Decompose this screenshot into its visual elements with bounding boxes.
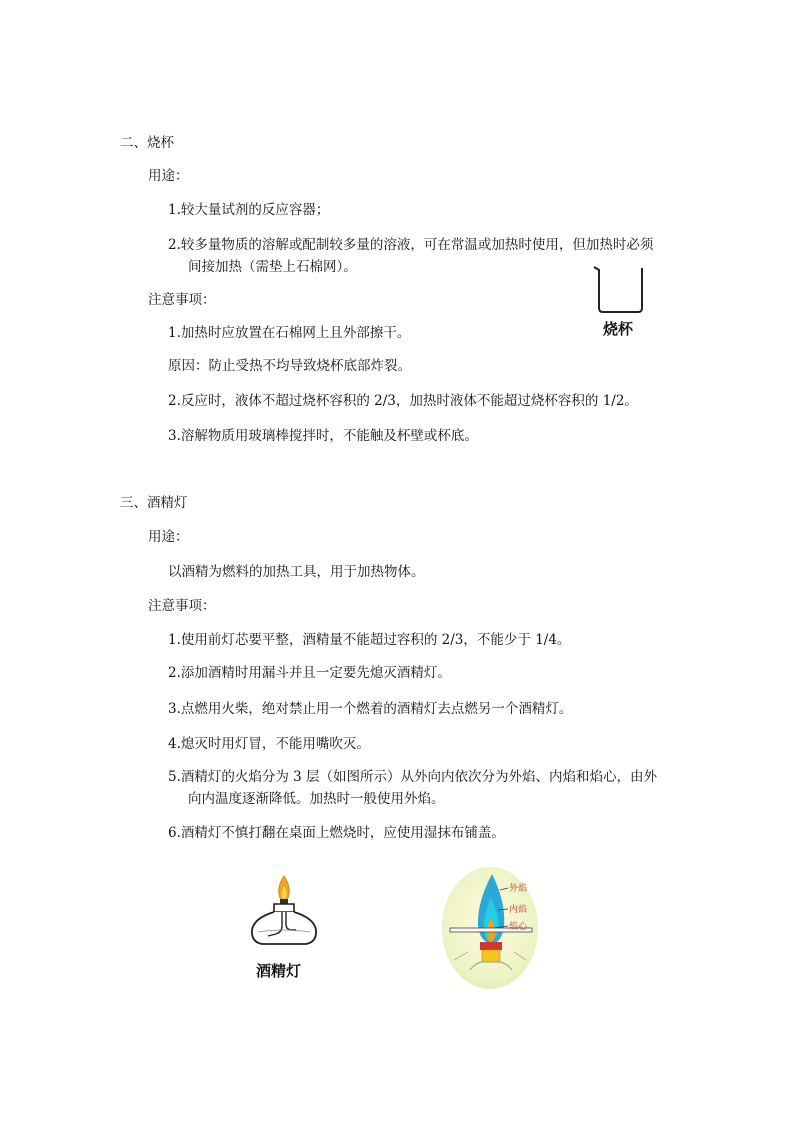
alcohol-lamp-label: 酒精灯 <box>256 962 302 980</box>
note-item: 3.点燃用火柴，绝对禁止用一个燃着的酒精灯去点燃另一个酒精灯。 <box>168 701 573 717</box>
section-heading-alcohol-lamp: 三、酒精灯 <box>120 495 188 511</box>
note-item: 2.反应时，液体不超过烧杯容积的 2/3，加热时液体不能超过烧杯容积的 1/2。 <box>168 393 638 409</box>
notes-label: 注意事项： <box>148 598 216 614</box>
note-item: 6.酒精灯不慎打翻在桌面上燃烧时，应使用湿抹布铺盖。 <box>168 825 505 841</box>
notes-label: 注意事项： <box>148 292 216 308</box>
flame-core-label: 焰心 <box>509 922 528 932</box>
usage-label: 用途： <box>148 168 189 184</box>
outer-flame-label: 外焰 <box>509 884 528 894</box>
note-item: 1.加热时应放置在石棉网上且外部擦干。 <box>168 325 411 341</box>
usage-item: 2.较多量物质的溶解或配制较多量的溶液，可在常温或加热时使用，但加热时必须 <box>168 237 654 253</box>
beaker-icon <box>592 264 648 316</box>
note-item-continued: 向内温度逐渐降低。加热时一般使用外焰。 <box>188 791 445 807</box>
note-item: 1.使用前灯芯要平整，酒精量不能超过容积的 2/3，不能少于 1/4。 <box>168 632 571 648</box>
alcohol-lamp-icon <box>240 870 332 950</box>
note-item: 4.熄灭时用灯冒，不能用嘴吹灭。 <box>168 736 370 752</box>
flame-layers-diagram <box>440 866 540 992</box>
inner-flame-label: 内焰 <box>509 905 528 915</box>
usage-label: 用途： <box>148 529 189 545</box>
note-reason: 原因：防止受热不均导致烧杯底部炸裂。 <box>168 358 411 374</box>
usage-item: 1.较大量试剂的反应容器； <box>168 202 330 218</box>
beaker-label: 烧杯 <box>603 320 634 338</box>
section-heading-beaker: 二、烧杯 <box>120 135 174 151</box>
note-item: 3.溶解物质用玻璃棒搅拌时，不能触及杯壁或杯底。 <box>168 428 478 444</box>
note-item: 5.酒精灯的火焰分为 3 层（如图所示）从外向内依次分为外焰、内焰和焰心，由外 <box>168 769 658 785</box>
usage-item: 以酒精为燃料的加热工具，用于加热物体。 <box>168 564 425 580</box>
note-item: 2.添加酒精时用漏斗并且一定要先熄灭酒精灯。 <box>168 665 451 681</box>
usage-item-continued: 间接加热（需垫上石棉网）。 <box>188 259 357 275</box>
